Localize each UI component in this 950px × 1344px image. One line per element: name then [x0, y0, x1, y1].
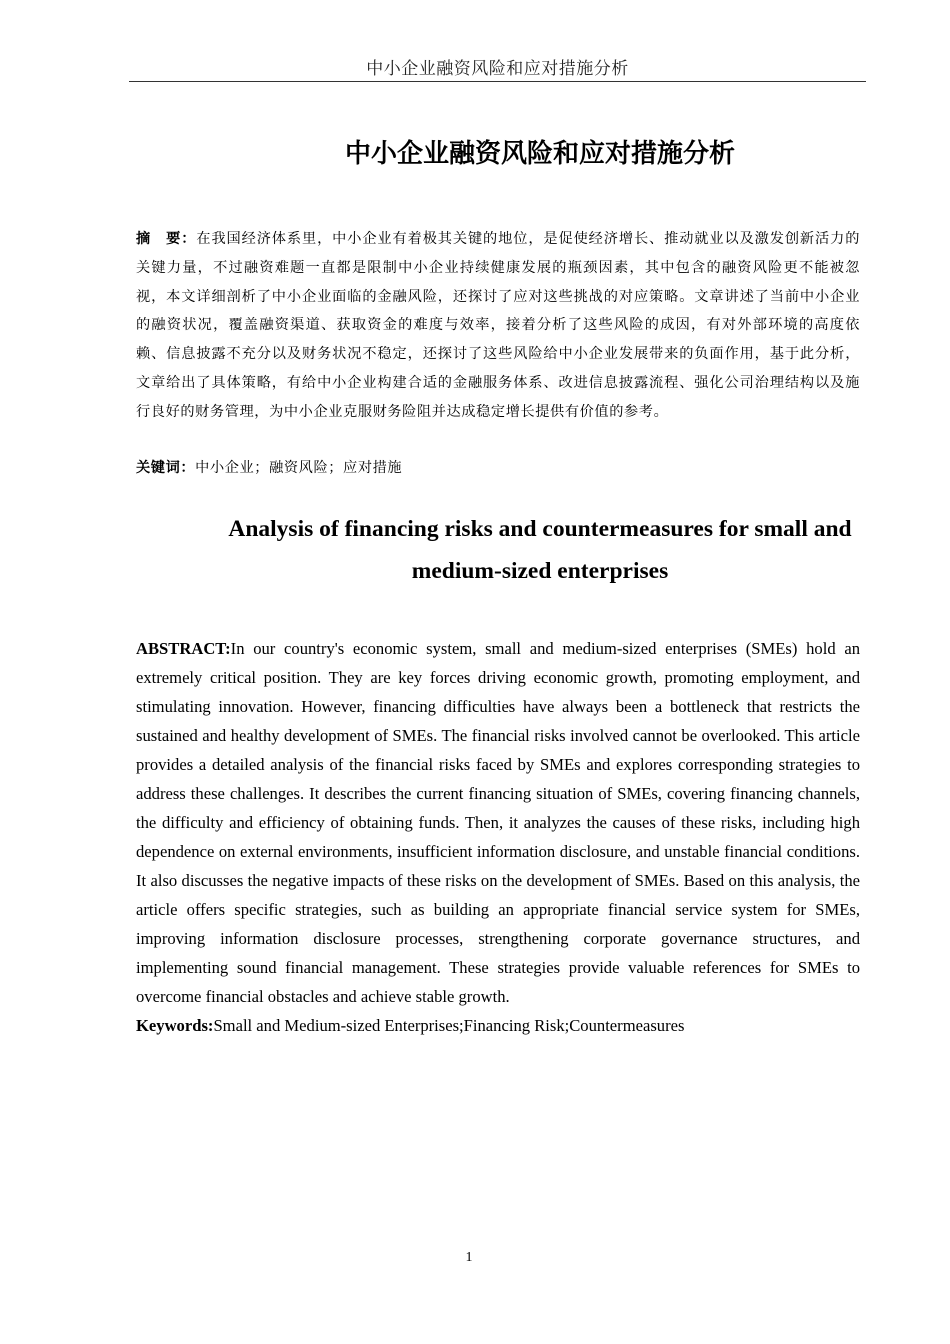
page-number: 1 — [465, 1250, 473, 1265]
header-divider — [129, 81, 866, 82]
english-abstract-text: In our country's economic system, small and medium-sized enterprises (SMEs) hold an extremely critical position. They are key forces driving economic growth, promoting employment, and stimulating innovation. However, financing difficulties have always been a bottleneck that restricts the sustained and healthy development of SMEs. The financial risks involved cannot be overlooked. This article provides a detailed analysis of the financial risks faced by SMEs and explores corresponding strategies to address these challenges. It describes the current financing situation of SMEs, covering financing channels, the difficulty and efficiency of obtaining funds. Then, it analyzes the causes of these risks, including high dependence on external environments, insufficient information disclosure, and unstable financial conditions. It also discusses the negative impacts of these risks on the development of SMEs. Based on this analysis, the article offers specific strategies, such as building an appropriate financial service system for SMEs, improving information disclosure processes, strengthening corporate governance structures, and implementing sound financial management. These strategies provide valuable references for SMEs to overcome financial obstacles and achieve stable growth. — [136, 639, 860, 1006]
chinese-keywords — [136, 455, 860, 481]
english-keywords — [136, 1011, 860, 1040]
chinese-keywords-text: 中小企业；融资风险；应对措施 — [195, 460, 403, 476]
english-abstract-label: ABSTRACT: — [136, 639, 231, 658]
english-title: Analysis of financing risks and countermeasures for small and medium-sized enterprises — [228, 516, 852, 584]
chinese-keywords-label: 关键词： — [136, 460, 196, 476]
english-keywords-label: Keywords: — [136, 1016, 214, 1035]
chinese-title: 中小企业融资风险和应对措施分析 — [344, 139, 735, 169]
chinese-abstract-text: 在我国经济体系里，中小企业有着极其关键的地位，是促使经济增长、推动就业以及激发创新活力的关键力量，不过融资难题一直都是限制中小企业持续健康发展的瓶颈因素，其中包含的融资风险更不能被忽视，本文详细剖析了中小企业面临的金融风险，还探讨了应对这些挑战的对应策略。文章讲述了当前中小企业的融资状况，覆盖融资渠道、获取资金的难度与效率，接着分析了这些风险的成因，有对外部环境的高度依赖、信息披露不充分以及财务状况不稳定，还探讨了这些风险给中小企业发展带来的负面作用，基于此分析，文章给出了具体策略，有给中小企业构建合适的金融服务体系、改进信息披露流程、强化公司治理结构以及施行良好的财务管理，为中小企业克服财务险阻并达成稳定增长提供有价值的参考。 — [136, 231, 860, 420]
english-keywords-text: Small and Medium-sized Enterprises;Financing Risk;Countermeasures — [213, 1016, 685, 1035]
english-abstract — [136, 634, 860, 1011]
running-header: 中小企业融资风险和应对措施分析 — [366, 59, 629, 79]
chinese-abstract — [136, 225, 860, 427]
chinese-abstract-label: 摘 要： — [136, 231, 197, 247]
